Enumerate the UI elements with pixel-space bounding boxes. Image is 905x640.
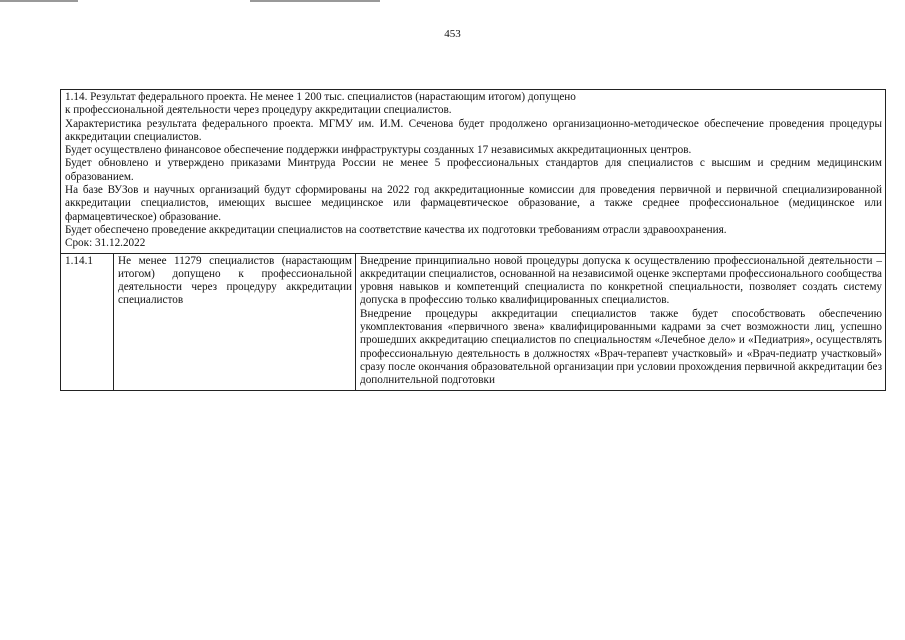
scan-artifact bbox=[250, 0, 380, 2]
result-characteristic: Характеристика результата федерального проекта. МГМУ им. И.М. Сеченова будет продолжено организационно-методическое обеспечение проведения процедуры аккредитации специалистов. bbox=[65, 117, 882, 143]
page-number: 453 bbox=[444, 28, 461, 40]
scan-artifact bbox=[0, 0, 78, 2]
result-description-cell bbox=[61, 90, 886, 254]
result-title-line-2: к профессиональной деятельности через процедуру аккредитации специалистов. bbox=[65, 104, 452, 117]
result-standards: Будет обновлено и утверждено приказами Минтруда России не менее 5 профессиональных стандартов для специалистов с высшим и средним медицинским образованием. bbox=[65, 157, 882, 183]
header-row bbox=[61, 90, 886, 254]
result-financing: Будет осуществлено финансовое обеспечение поддержки инфраструктуры созданных 17 независимых аккредитационных центров. bbox=[65, 144, 692, 157]
project-result-table bbox=[60, 89, 886, 391]
result-title-line-1: 1.14. Результат федерального проекта. Не менее 1 200 тыс. специалистов (нарастающим итогом) допущено bbox=[65, 91, 576, 103]
row-description-paragraph-1: Внедрение принципиально новой процедуры допуска к осуществлению профессиональной деятельности – аккредитации специалистов, основанной на независимой оценке экспертами профессионального сообщества уровня навыков и компетенций специалиста по конкретной специальности, позволяет создать систему допуска в профессию только квалифицированных специалистов. bbox=[360, 254, 882, 307]
result-compliance: Будет обеспечено проведение аккредитации специалистов на соответствие качества их подготовки требованиям отрасли здравоохранения. bbox=[65, 223, 727, 236]
row-description-paragraph-2: Внедрение процедуры аккредитации специалистов также будет способствовать обеспечению укомплектования «первичного звена» квалифицированными кадрами за счет возможности лиц, успешно прошедших аккредитацию специалистов по специальностям «Лечебное дело» и «Педиатрия», осуществлять профессиональную деятельность в должностях «Врач-терапевт участковый» и «Врач-педиатр участковый» сразу после окончания образовательной организации при условии прохождения первичной аккредитации без дополнительной подготовки bbox=[360, 307, 882, 387]
row-name: Не менее 11279 специалистов (нарастающим итогом) допущено к профессиональной деятельности через процедуру аккредитации специалистов bbox=[114, 253, 356, 390]
row-description bbox=[356, 253, 886, 390]
table-row bbox=[61, 253, 886, 390]
result-commissions: На базе ВУЗов и научных организаций будут сформированы на 2022 год аккредитационные комиссии для проведения первичной и первичной специализированной аккредитации специалистов, имеющих высшее медицинское или фармацевтическое образование, а также среднее профессиональное (медицинское или фармацевтическое) образование. bbox=[65, 184, 882, 223]
row-number: 1.14.1 bbox=[61, 253, 114, 390]
result-deadline: Срок: 31.12.2022 bbox=[65, 237, 146, 250]
